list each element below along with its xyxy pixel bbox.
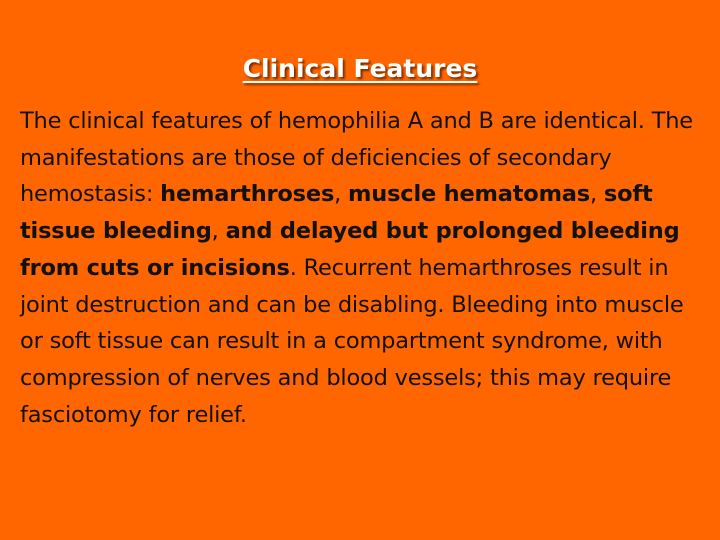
- slide-title: Clinical Features: [242, 54, 478, 83]
- body-separator: ,: [334, 181, 349, 208]
- body-intro: The clinical features of hemophilia A and B are identical. The manifestations are those of deficiencies of secondary hemostasis:: [20, 108, 693, 208]
- slide-body: [20, 103, 710, 433]
- body-bold-hemarthroses: hemarthroses: [160, 181, 335, 208]
- body-separator: ,: [590, 181, 604, 208]
- body-bold-soft-tissue-bleeding: soft tissue bleeding: [20, 181, 653, 245]
- body-bold-delayed-bleeding: and delayed but prolonged bleeding from cuts or incisions: [20, 218, 680, 281]
- body-rest: . Recurrent hemarthroses result in joint destruction and can be disabling. Bleeding into muscle or soft tissue can result in a compartment syndrome, with compression of nerves and blood vessels; this may require fasciotomy for relief.: [20, 254, 684, 428]
- body-bold-muscle-hematomas: muscle hematomas: [348, 181, 590, 208]
- body-separator: ,: [211, 218, 226, 245]
